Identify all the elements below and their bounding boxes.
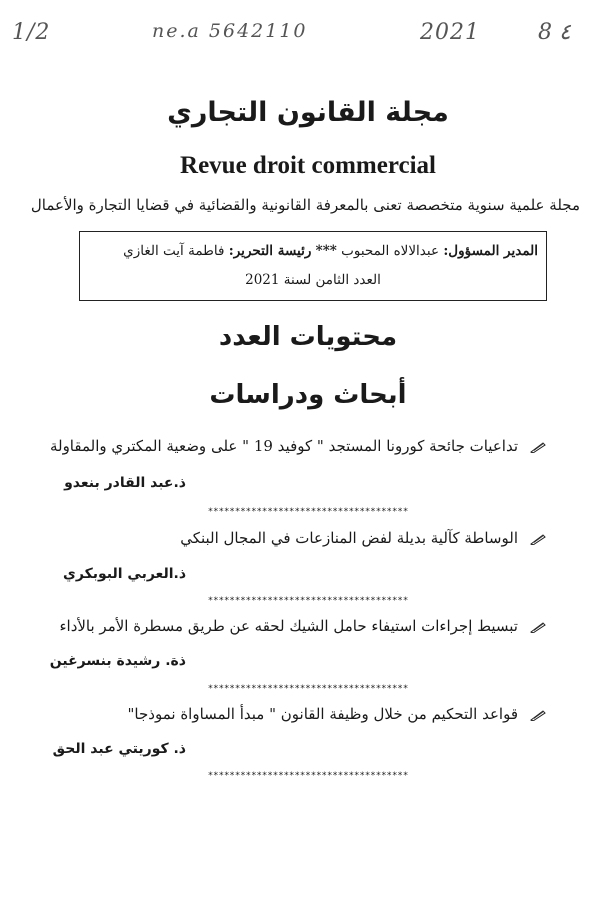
- pen-icon: [530, 621, 546, 633]
- section-heading: أبحاث ودراسات: [209, 380, 407, 410]
- article-title: [180, 529, 546, 547]
- masthead-box: [79, 231, 547, 301]
- separator-stars: *************************************: [207, 684, 409, 694]
- article-title: [59, 617, 546, 635]
- journal-title-french: Revue droit commercial: [180, 152, 436, 179]
- separator-stars: *************************************: [207, 596, 409, 606]
- pen-icon: [530, 533, 546, 545]
- pen-icon: [530, 441, 546, 453]
- director-name: عبدالالاه المحبوب: [341, 243, 440, 259]
- masthead-separator: ***: [315, 243, 337, 259]
- journal-subtitle: مجلة علمية سنوية متخصصة تعنى بالمعرفة القانونية والقضائية في قضايا التجارة والأعمال: [30, 196, 580, 214]
- editor-name: فاطمة آيت الغازي: [123, 243, 225, 259]
- handwritten-reference-number: ne.a 5642110: [152, 20, 308, 42]
- handwritten-folio: 8 ٤: [538, 20, 571, 45]
- article-author: ذة. رشيدة بنسرغين: [49, 653, 186, 669]
- article-author: ذ. كوريتي عبد الحق: [52, 741, 186, 757]
- issue-number: العدد الثامن لسنة 2021: [245, 272, 381, 288]
- masthead-credits: [88, 243, 538, 259]
- handwritten-page-fraction: 1/2: [12, 20, 51, 45]
- director-label: المدير المسؤول:: [443, 243, 538, 259]
- article-title-text: قواعد التحكيم من خلال وظيفة القانون " مبدأ المساواة نموذجا": [127, 705, 518, 723]
- article-title: [50, 437, 546, 455]
- article-title-text: الوساطة كآلية بديلة لفض المنازعات في المجال البنكي: [180, 529, 518, 547]
- separator-stars: *************************************: [207, 771, 409, 781]
- article-title-text: تبسيط إجراءات استيفاء حامل الشيك لحقه عن طريق مسطرة الأمر بالأداء: [59, 617, 518, 635]
- handwritten-year: 2021: [420, 20, 480, 45]
- article-title: [128, 705, 546, 723]
- article-author: ذ.العربي البوبكري: [63, 566, 186, 582]
- article-author: ذ.عبد القادر بنعدو: [64, 475, 186, 491]
- journal-title-arabic: مجلة القانون التجاري: [167, 97, 449, 128]
- separator-stars: *************************************: [207, 507, 409, 517]
- contents-heading: محتويات العدد: [218, 322, 398, 352]
- editor-label: رئيسة التحرير:: [228, 243, 312, 259]
- pen-icon: [530, 709, 546, 721]
- article-title-text: تداعيات جائحة كورونا المستجد " كوفيد 19 " على وضعية المكتري والمقاولة: [49, 437, 518, 455]
